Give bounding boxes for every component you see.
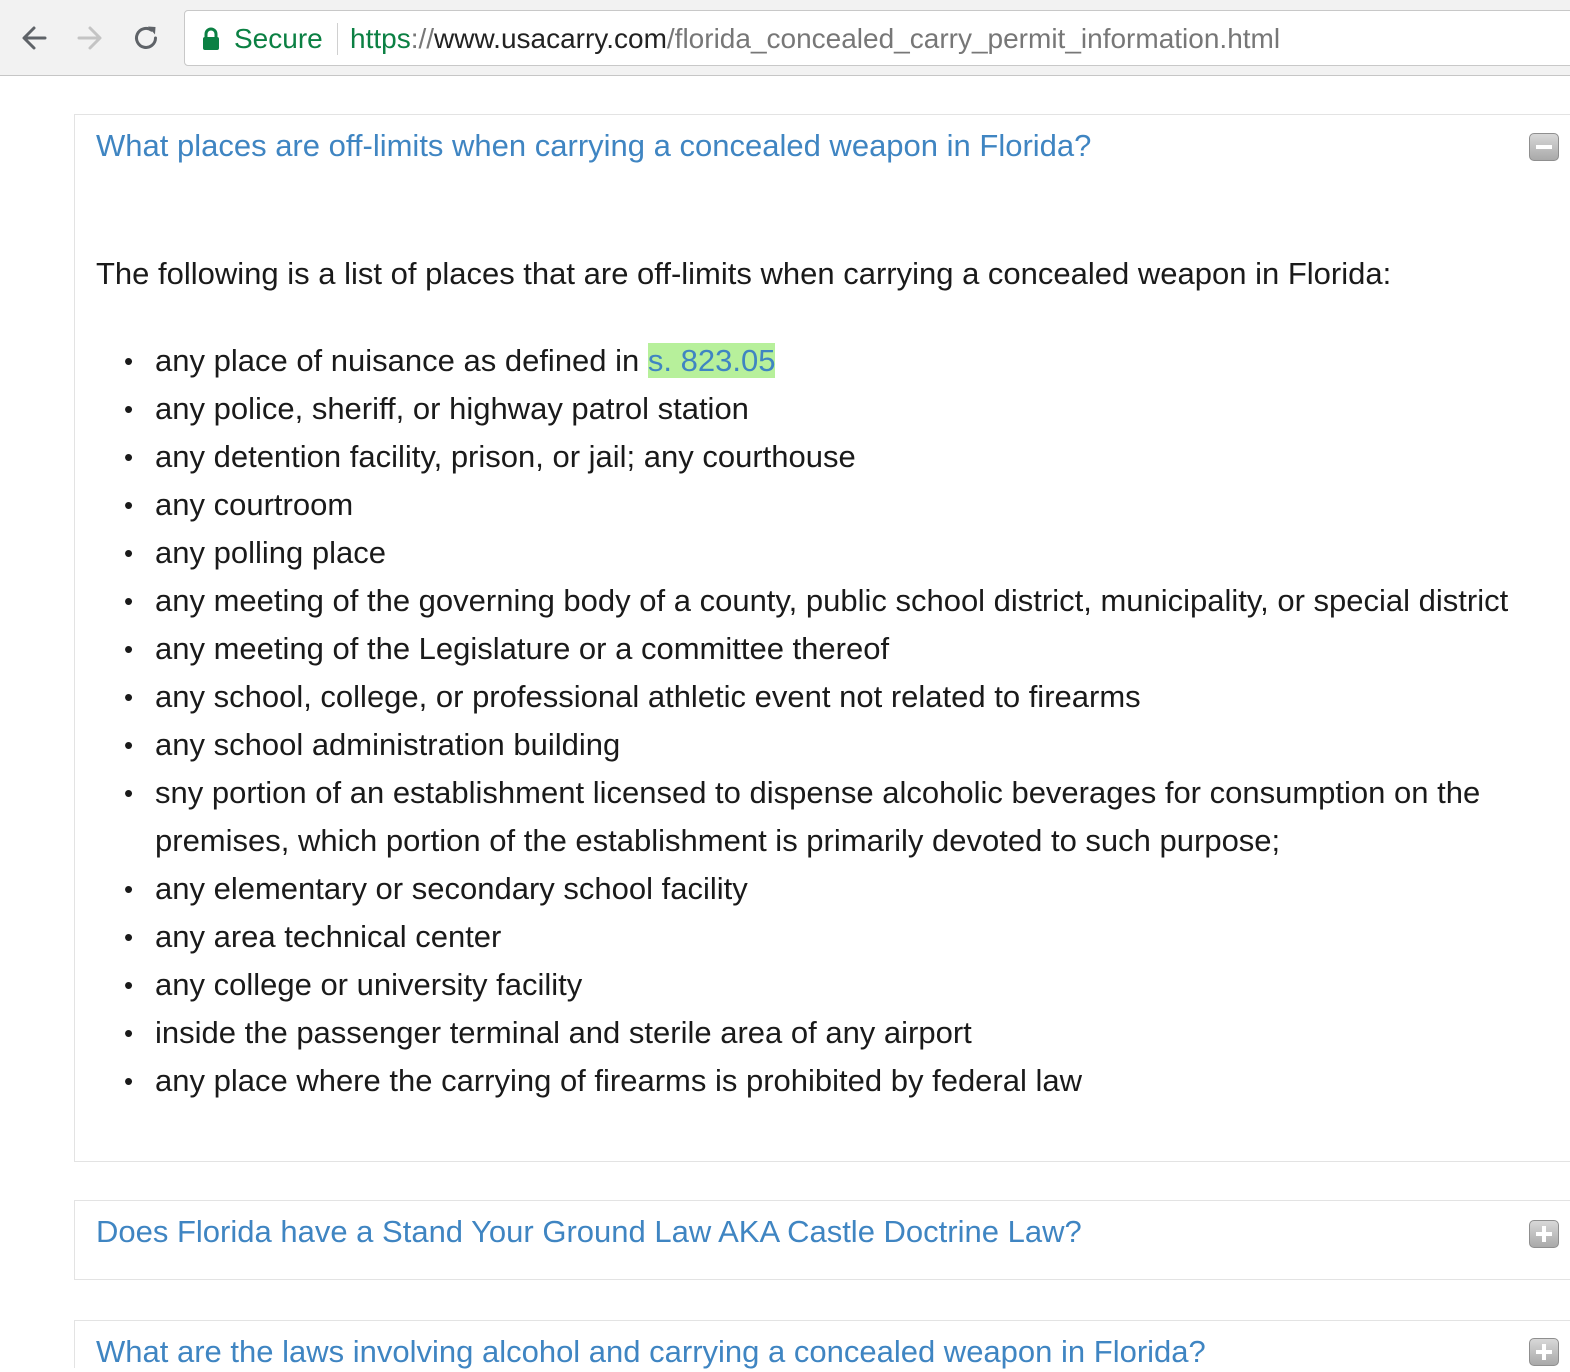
forward-arrow-icon — [75, 23, 105, 53]
list-item — [124, 1057, 1570, 1105]
bullet-icon: • — [124, 778, 134, 808]
list-item — [124, 961, 1570, 1009]
list-item-text: any school administration building — [155, 727, 621, 762]
list-item-text: any police, sheriff, or highway patrol station — [155, 391, 749, 426]
bullet-icon: • — [124, 634, 134, 664]
list-item — [124, 481, 1570, 529]
lock-icon[interactable] — [201, 27, 221, 56]
list-item-text: any college or university facility — [155, 967, 583, 1002]
list-item-text: any area technical center — [155, 919, 502, 954]
list-item — [124, 865, 1570, 913]
list-item — [124, 721, 1570, 769]
list-item — [124, 913, 1570, 961]
list-item-text: any polling place — [155, 535, 386, 570]
bullet-icon: • — [124, 1018, 134, 1048]
statute-link[interactable]: s. 823.05 — [647, 343, 776, 378]
list-item-text: any meeting of the governing body of a county, public school district, municipality, or special district — [155, 583, 1509, 618]
off-limits-list — [124, 337, 1570, 1105]
list-item — [124, 769, 1535, 865]
intro-text: The following is a list of places that are off-limits when carrying a concealed weapon in Florida: — [96, 256, 1392, 291]
list-item — [124, 1009, 1570, 1057]
reload-button[interactable] — [126, 18, 166, 58]
bullet-icon: • — [124, 346, 134, 376]
url-separator: :// — [410, 23, 435, 54]
reload-icon — [131, 23, 161, 53]
list-item-text: any detention facility, prison, or jail; any courthouse — [155, 439, 856, 474]
bullet-icon: • — [124, 970, 134, 1000]
forward-button[interactable] — [70, 18, 110, 58]
list-item — [124, 337, 1570, 385]
url-host: www.usacarry.com — [434, 23, 667, 54]
omnibox-divider — [337, 23, 338, 55]
faq-panel-alcohol[interactable] — [74, 1320, 1570, 1368]
url-path: /florida_concealed_carry_permit_information.html — [666, 23, 1281, 54]
bullet-icon: • — [124, 682, 134, 712]
list-item — [124, 433, 1570, 481]
browser-toolbar — [0, 0, 1570, 76]
list-item-text: any courtroom — [155, 487, 354, 522]
faq-panel-stand-your-ground[interactable] — [74, 1200, 1570, 1280]
faq-panel-off-limits — [74, 114, 1570, 1162]
list-item-text: inside the passenger terminal and sterile area of any airport — [155, 1015, 972, 1050]
list-item — [124, 673, 1570, 721]
bullet-icon: • — [124, 874, 134, 904]
back-arrow-icon — [19, 23, 49, 53]
bullet-icon: • — [124, 538, 134, 568]
back-button[interactable] — [14, 18, 54, 58]
bullet-icon: • — [124, 394, 134, 424]
list-item-text: any place where the carrying of firearms is prohibited by federal law — [155, 1063, 1083, 1098]
expand-plus-icon[interactable] — [1529, 1220, 1559, 1248]
list-item — [124, 385, 1570, 433]
list-item — [124, 529, 1570, 577]
address-bar[interactable] — [184, 10, 1570, 66]
bullet-icon: • — [124, 1066, 134, 1096]
faq-question-title[interactable]: Does Florida have a Stand Your Ground Law AKA Castle Doctrine Law? — [96, 1214, 1082, 1249]
list-item-text: any elementary or secondary school facility — [155, 871, 748, 906]
list-item-text: sny portion of an establishment licensed to dispense alcoholic beverages for consumption on the premises, which portion of the establishment is primarily devoted to such purpose; — [155, 775, 1481, 858]
list-item — [124, 625, 1570, 673]
list-item — [124, 577, 1570, 625]
collapse-minus-icon[interactable] — [1529, 133, 1559, 161]
secure-label[interactable]: Secure — [234, 23, 323, 54]
list-item-text: any meeting of the Legislature or a committee thereof — [155, 631, 890, 666]
bullet-icon: • — [124, 922, 134, 952]
url-scheme: https — [350, 23, 411, 54]
bullet-icon: • — [124, 586, 134, 616]
faq-question-title[interactable]: What are the laws involving alcohol and carrying a concealed weapon in Florida? — [96, 1334, 1206, 1369]
list-item-text: any school, college, or professional athletic event not related to firearms — [155, 679, 1141, 714]
bullet-icon: • — [124, 490, 134, 520]
url-text[interactable] — [350, 22, 1280, 56]
bullet-icon: • — [124, 730, 134, 760]
expand-plus-icon[interactable] — [1529, 1338, 1559, 1366]
bullet-icon: • — [124, 442, 134, 472]
faq-question-title[interactable]: What places are off-limits when carrying a concealed weapon in Florida? — [96, 128, 1092, 163]
list-item-text: any place of nuisance as defined in — [155, 343, 648, 378]
